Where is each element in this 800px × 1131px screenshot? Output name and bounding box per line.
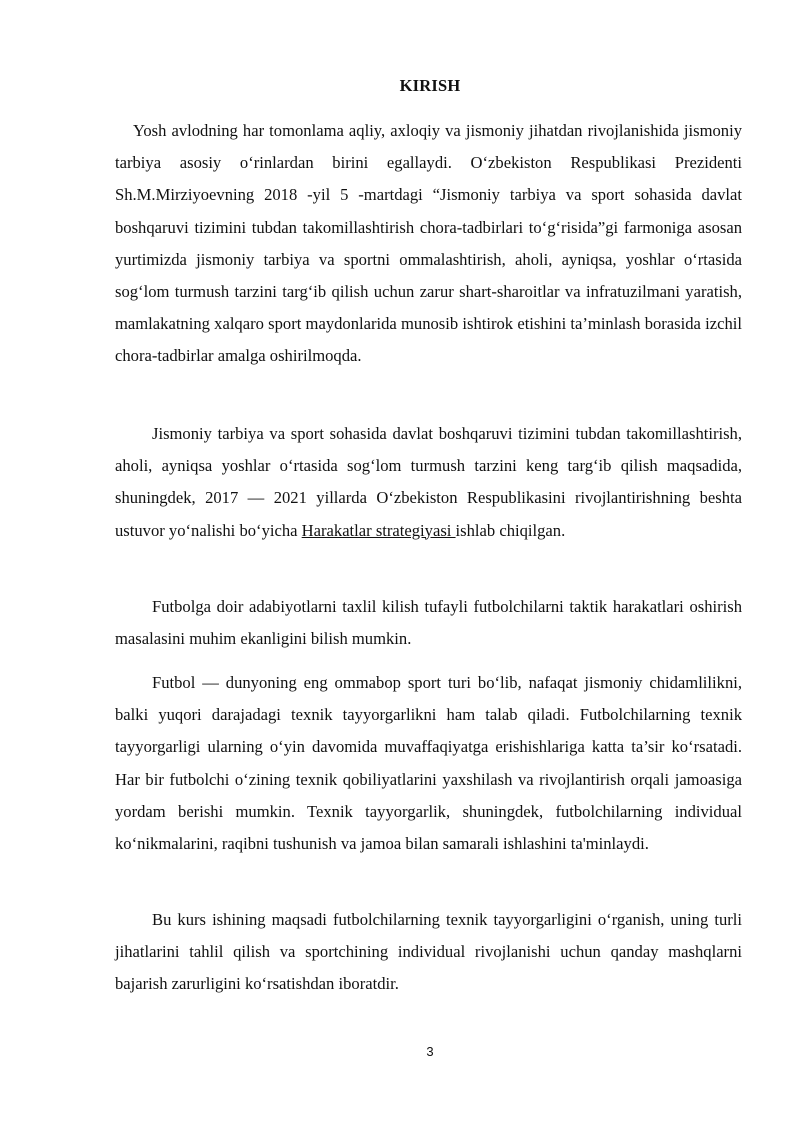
paragraph-1: Yosh avlodning har tomonlama aqliy, axloqiy va jismoniy jihatdan rivojlanishida jismoniy tarbiya asosiy o‘rinlardan birini egallaydi. O‘zbekiston Respublikasi Prezidenti Sh.M.Mirziyoevning 2018 -yil 5 -martdagi “Jismoniy tarbiya va sport sohasida davlat boshqaruvi tizimini tubdan takomillashtirish chora-tadbirlari to‘g‘risida”gi farmoniga asosan yurtimizda jismoniy tarbiya va sportni ommalashtirish, aholi, ayniqsa, yoshlar o‘rtasida sog‘lom turmush tarzini targ‘ib qilish uchun zarur shart-sharoitlar va infratuzilmani yaratish, mamlakatning xalqaro sport maydonlarida munosib ishtirok etishini ta’minlash borasida izchil chora-tadbirlar amalga oshirilmoqda. [115,121,742,366]
section-title: KIRISH [399,76,461,95]
paragraph-3: Futbolga doir adabiyotlarni taxlil kilish tufayli futbolchilarni taktik harakatlari oshirish masalasini muhim ekanligini bilish mumkin. [115,597,742,649]
paragraph-4: Futbol — dunyoning eng ommabop sport turi bo‘lib, nafaqat jismoniy chidamlilikni, balki yuqori darajadagi texnik tayyorgarlikni ham talab qiladi. Futbolchilarning texnik tayyorgarligi ularning o‘yin davomida muvaffaqiyatga erishishlariga katta ta’sir ko‘rsatadi. Har bir futbolchi o‘zining texnik qobiliyatlarini yaxshilash va rivojlantirish orqali jamoasiga yordam berishi mumkin. Texnik tayyorgarlik, shuningdek, futbolchilarning individual ko‘nikmalarini, raqibni tushunish va jamoa bilan samarali ishlashini ta'minlaydi. [115,673,742,854]
page-number: 3 [426,1044,434,1059]
paragraph-2-tail: ishlab chiqilgan. [455,520,566,540]
paragraph-5: Bu kurs ishining maqsadi futbolchilarning texnik tayyorgarligini o‘rganish, uning turli jihatlarini tahlil qilish va sportchining individual rivojlanishi uchun qanday mashqlarni bajarish zarurligini ko‘rsatishdan iboratdir. [115,910,742,994]
paragraph-2 [115,418,742,547]
paragraph-2-text: Jismoniy tarbiya va sport sohasida davlat boshqaruvi tizimini tubdan takomillashtirish, aholi, ayniqsa yoshlar o‘rtasida sog‘lom turmush tarzini keng targ‘ib qilish maqsadida, shuningdek, 2017 — 2021 yillarda O‘zbekiston Respublikasini rivojlantirishning beshta ustuvor yo‘nalishi bo‘yicha [115,424,742,540]
strategy-link[interactable]: Harakatlar strategiyasi [301,520,456,540]
